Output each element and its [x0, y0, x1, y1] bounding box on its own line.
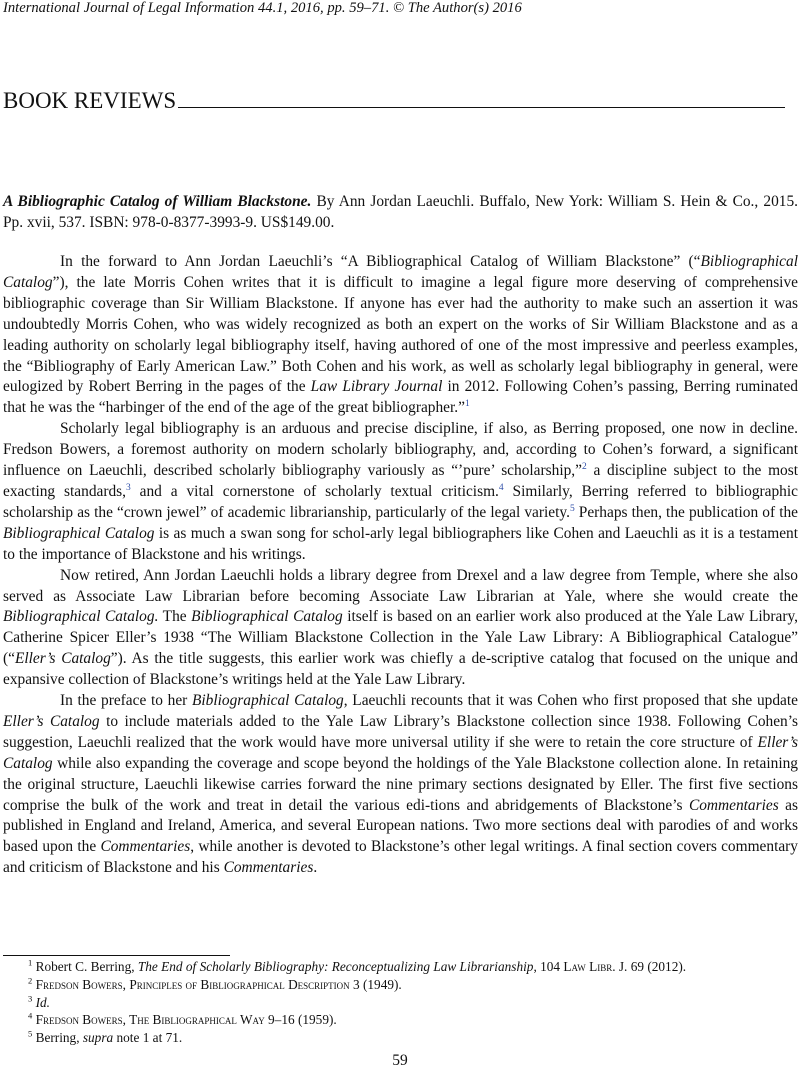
journal-details: 44.1, 2016, pp. 59–71. © The Author(s) 2016 — [258, 0, 522, 16]
footnote-1-text-b: , 104 — [533, 959, 564, 974]
footnote-ref-3[interactable]: 3 — [126, 482, 131, 493]
p4-italic-b: Eller’s Catalog — [3, 712, 100, 730]
footnote-ref-4[interactable]: 4 — [498, 482, 504, 493]
p4-italic-e: Commentaries — [100, 838, 191, 856]
footnote-3-number: 3 — [28, 993, 33, 1004]
paragraph-4 — [3, 691, 798, 879]
paragraph-3 — [3, 566, 798, 691]
footnote-2 — [28, 977, 798, 993]
journal-name: International Journal of Legal Information — [3, 0, 255, 16]
p4-text-c: to include materials added to the Yale Law Library’s Blackstone collection since 1938. Following Cohen’s suggestion, Laeuchli realized that the work would have more universal utility if she were to retain the core structure of — [3, 712, 799, 751]
footnote-1-smallcaps: Law Libr. — [563, 959, 616, 974]
section-title-text: BOOK REVIEWS — [3, 88, 177, 113]
p1-italic-a: Bibliographical Catalog — [3, 253, 798, 291]
footnote-3 — [28, 995, 798, 1011]
p1-italic-b: Law Library Journal — [310, 378, 443, 396]
p2-text-a: Scholarly legal bibliography is an arduous and precise discipline, if also, as Berring proposed, one now in decline. Fredson Bowers, a foremost authority on modern scholarly bibliography, and, according to Cohen’s forward, a significant influence on Laeuchli, described scholarly bibliography variously as “’pure’ scholarship,” — [3, 420, 798, 480]
p4-text-g: . — [313, 859, 318, 877]
p3-text-b: The — [158, 608, 192, 626]
review-body — [3, 252, 798, 879]
paragraph-2 — [3, 419, 798, 565]
footnote-separator — [3, 955, 230, 956]
footnote-5-italic: supra — [82, 1030, 114, 1046]
p2-text-b: a discipline subject to the most exacting standards, — [3, 462, 798, 500]
p4-italic-d: Commentaries — [688, 796, 779, 814]
page-number: 59 — [392, 1052, 408, 1069]
footnote-ref-2[interactable]: 2 — [581, 461, 587, 472]
paragraph-1 — [3, 252, 798, 419]
review-citation — [3, 192, 798, 233]
p4-italic-f: Commentaries — [223, 859, 314, 877]
footnote-2-smallcaps: Fredson Bowers, Principles of Bibliographical Description — [35, 976, 350, 992]
footnote-1-italic: The End of Scholarly Bibliography: Reconceptualizing Law Librarianship — [137, 959, 534, 974]
footnote-2-number: 2 — [28, 975, 33, 986]
p4-text-b: , Laeuchli recounts that it was Cohen who first proposed that she update — [343, 692, 798, 710]
footnote-4-text-b: 9–16 (1959). — [264, 1012, 337, 1028]
p4-text-e: as published in England and Ireland, America, and several European nations. Two more sections deal with parodies of and works based upon the — [3, 796, 798, 856]
footnote-5-text-b: note 1 at 71. — [113, 1030, 183, 1046]
footnotes — [28, 959, 798, 1048]
p4-italic-a: Bibliographical Catalog — [191, 692, 344, 710]
p3-italic-a: Bibliographical Catalog. — [3, 608, 159, 626]
footnote-1-number: 1 — [28, 957, 33, 968]
p2-italic-e: Bibliographical Catalog — [3, 524, 155, 542]
citation-details: By Ann Jordan Laeuchli. Buffalo, New York: William S. Hein & Co., 2015. Pp. xvii, 537. ISBN: 978-0-8377-3993-9. US$149.00. — [3, 193, 798, 231]
p4-text-d: while also expanding the coverage and scope beyond the holdings of the Yale Blackstone collection alone. In retaining the original structure, Laeuchli likewise carries forward the nine primary sections designated by Eller. The first five sections comprise the bulk of the work and treat in detail the various edi-tions and abridgements of Blackstone’s — [3, 754, 798, 814]
footnote-4 — [28, 1012, 798, 1028]
p3-text-d: ”). As the title suggests, this earlier work was chiefly a de-scriptive catalog that focused on the unique and expansive collection of Blackstone’s writings held at the Yale Law Library. — [3, 650, 798, 689]
footnote-5-text-a: Berring, — [35, 1030, 83, 1046]
p1-text-c: in 2012. Following Cohen’s passing, Berring ruminated that he was the “harbinger of the end of the age of the great bibliographer.” — [3, 378, 798, 417]
book-title: A Bibliographic Catalog of William Blackstone. — [3, 193, 312, 210]
title-underline-rule — [178, 107, 785, 108]
p4-text-a: In the preface to her — [60, 692, 192, 710]
p4-italic-c: Eller’s Catalog — [3, 733, 798, 772]
p2-text-e: Perhaps then, the publication of the — [574, 503, 799, 521]
footnote-1 — [28, 959, 798, 975]
footnote-5-number: 5 — [28, 1028, 33, 1039]
footnote-2-text-b: 3 (1949). — [349, 976, 402, 992]
p1-text-a: In the forward to Ann Jordan Laeuchli’s “A Bibliographical Catalog of William Blackstone” (“ — [60, 253, 701, 270]
p2-text-d: Similarly, Berring referred to bibliographic scholarship as the “crown jewel” of academic librarianship, particularly of the legal variety. — [3, 482, 798, 521]
p1-text-b: ”), the late Morris Cohen writes that it is difficult to imagine a legal figure more deserving of comprehensive bibliographic coverage than Sir William Blackstone. If anyone has ever had the authority to make such an assertion it was undoubtedly Morris Cohen, who was widely recognized as both an expert on the works of Sir William Blackstone and as a leading authority on scholarly legal bibliography itself, having authored of one of the most impressive and peerless examples, the “Bibliography of Early American Law.” Both Cohen and his work, as well as scholarly legal bibliography in general, were eulogized by Robert Berring in the pages of the — [3, 273, 798, 396]
p3-italic-b: Bibliographical Catalog — [191, 608, 343, 626]
footnote-3-italic: Id. — [35, 994, 50, 1010]
footnote-1-text-c: J. 69 (2012). — [615, 959, 687, 974]
footnote-1-text-a: Robert C. Berring, — [35, 959, 138, 974]
journal-header — [3, 0, 800, 17]
p2-text-c: and a vital cornerstone of scholarly textual criticism. — [130, 482, 499, 500]
p3-text-a: Now retired, Ann Jordan Laeuchli holds a library degree from Drexel and a law degree from Temple, where she also served as Associate Law Librarian before becoming Associate Law Librarian at Yale, where she would create the — [3, 566, 798, 605]
section-title — [3, 86, 783, 116]
p2-text-f: is as much a swan song for schol-arly legal bibliographers like Cohen and Laeuchli as it is a testament to the importance of Blackstone and his writings. — [3, 524, 798, 563]
p3-italic-c: Eller’s Catalog — [14, 650, 111, 668]
footnote-4-number: 4 — [28, 1010, 33, 1021]
footnote-ref-1[interactable]: 1 — [464, 399, 470, 410]
p3-text-c: itself is based on an earlier work also produced at the Yale Law Library, Catherine Spicer Eller’s 1938 “The William Blackstone Collection in the Yale Law Library: A Bibliographical Catalogue” (“ — [3, 608, 798, 668]
footnote-4-smallcaps: Fredson Bowers, The Bibliographical Way — [35, 1012, 265, 1028]
p4-text-f: , while another is devoted to Blackstone’s other legal writings. A final section covers commentary and criticism of Blackstone and his — [3, 838, 799, 877]
footnote-5 — [28, 1030, 798, 1046]
footnote-ref-5[interactable]: 5 — [569, 503, 575, 514]
